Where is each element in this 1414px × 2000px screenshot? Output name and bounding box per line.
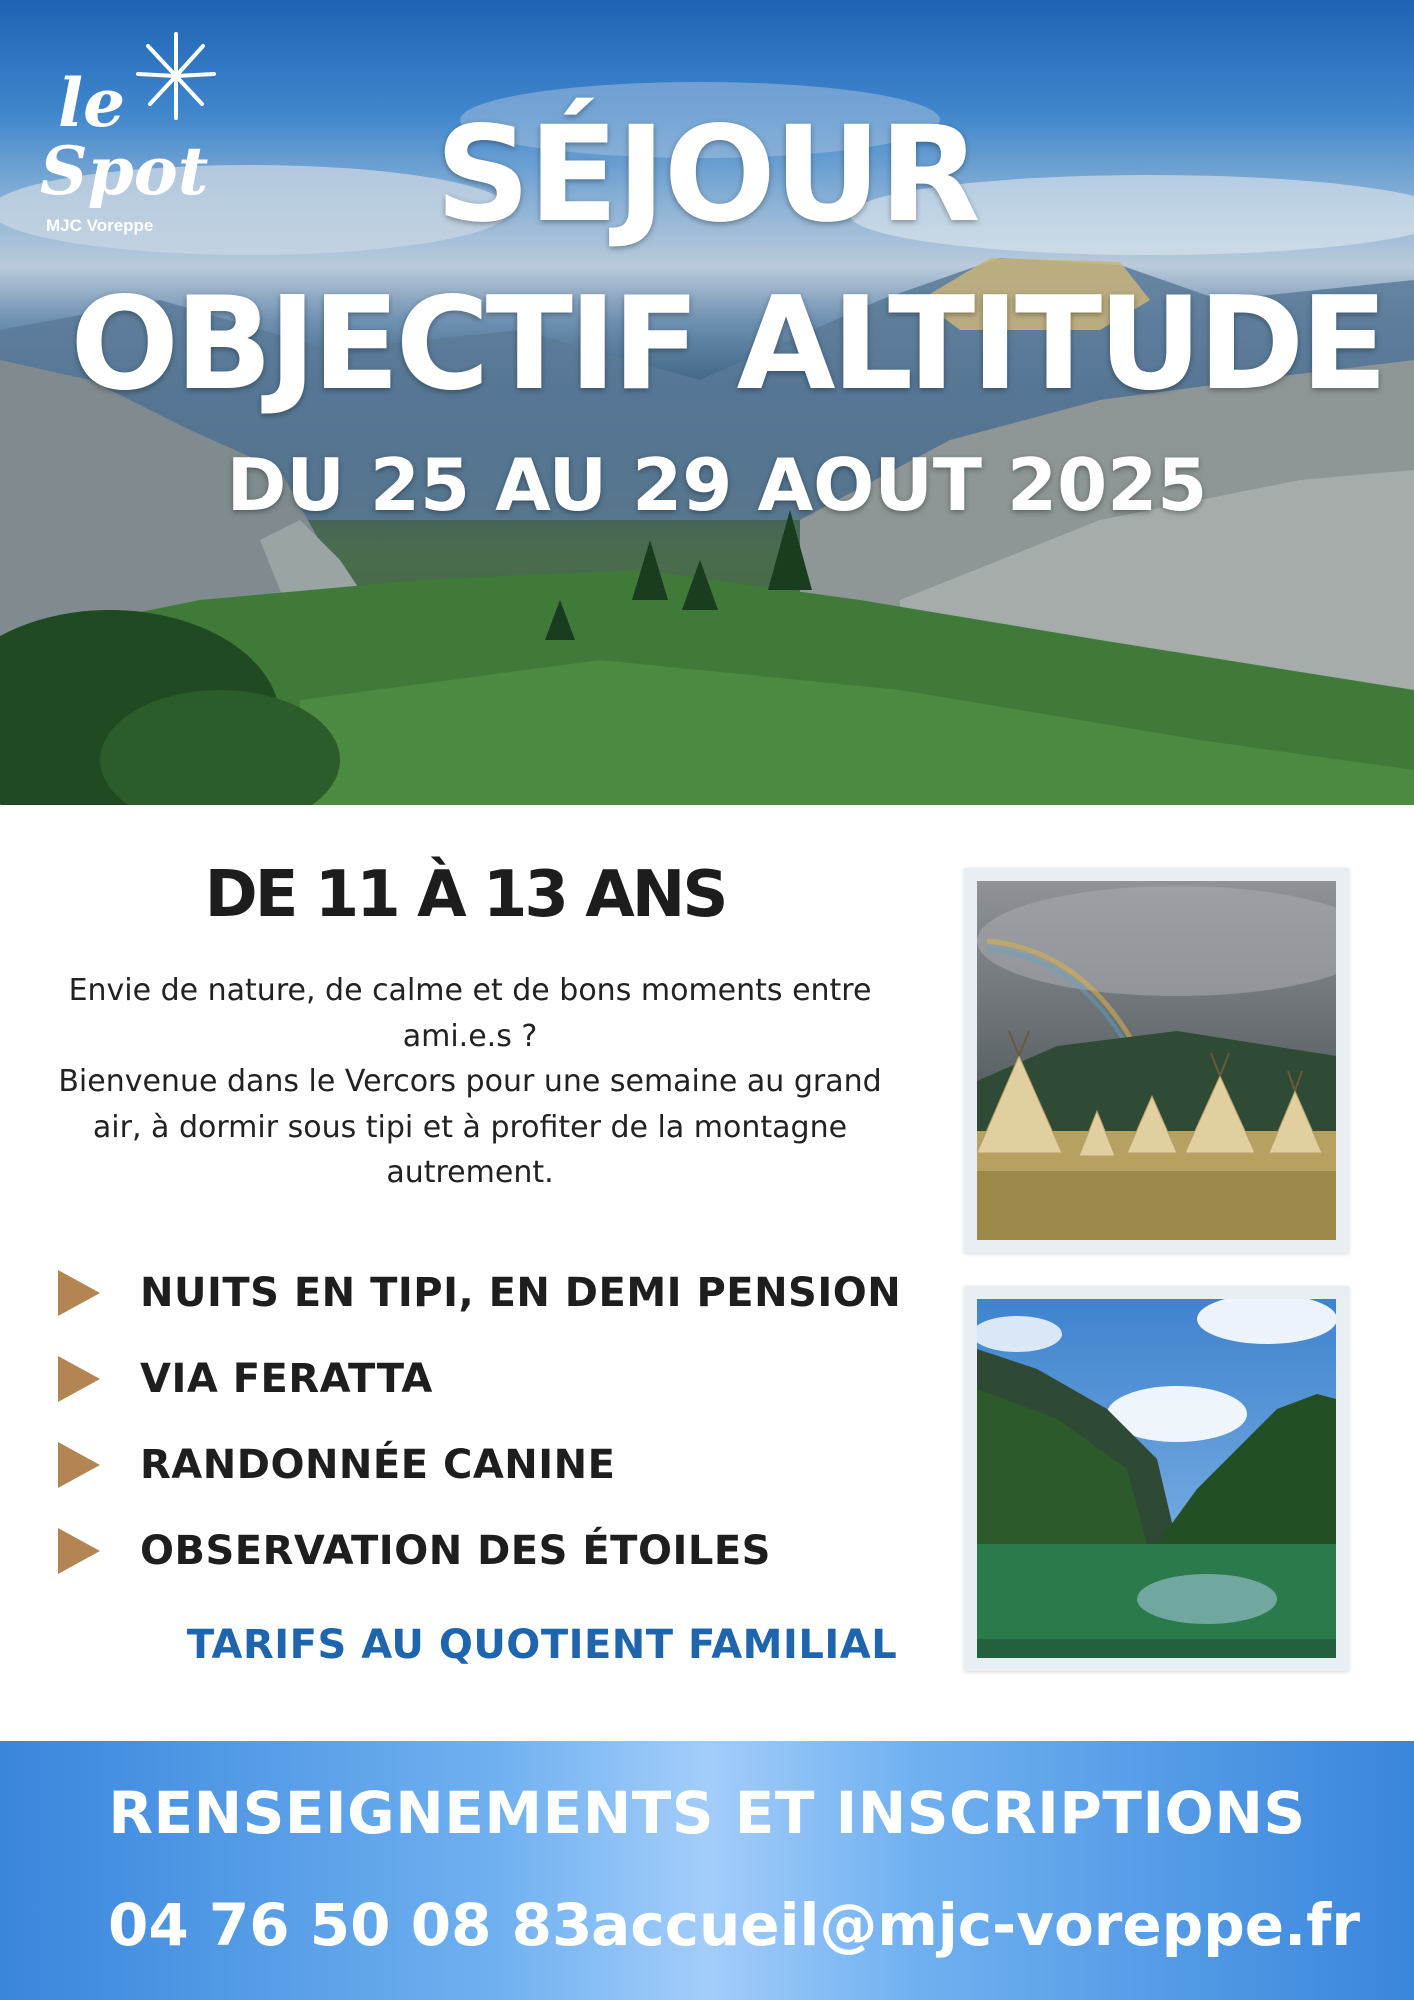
triangle-arrow-icon [58, 1528, 100, 1574]
hero-dates: DU 25 AU 29 AOUT 2025 [226, 443, 1208, 527]
age-range-heading: DE 11 À 13 ANS [204, 858, 726, 932]
triangle-arrow-icon [58, 1270, 100, 1316]
footer-contact [0, 1741, 1414, 2000]
description-paragraph-2: Bienvenue dans le Vercors pour une semaine au grand air, à dormir sous tipi et à profiter de la montagne autrement. [58, 1064, 882, 1190]
lake-photo [964, 1286, 1349, 1671]
feature-label: VIA FERATTA [140, 1356, 433, 1402]
hero-banner [0, 0, 1414, 805]
tipi-photo [964, 868, 1349, 1253]
feature-list [58, 1250, 918, 1594]
hero-title-line1: SÉJOUR [435, 98, 979, 252]
logo-tagline: MJC Voreppe [46, 216, 154, 235]
feature-item [58, 1250, 918, 1336]
email-address[interactable]: accueil@mjc-voreppe.fr [591, 1891, 1360, 1959]
phone-number[interactable]: 04 76 50 08 83 [108, 1891, 593, 1959]
feature-item [58, 1422, 918, 1508]
feature-label: NUITS EN TIPI, EN DEMI PENSION [140, 1270, 902, 1316]
description [40, 968, 900, 1196]
logo-spot-text: Spot [40, 132, 209, 210]
description-paragraph-1: Envie de nature, de calme et de bons moments entre ami.e.s ? [68, 973, 872, 1054]
feature-label: RANDONNÉE CANINE [140, 1442, 616, 1488]
feature-label: OBSERVATION DES ÉTOILES [140, 1528, 771, 1574]
logo-le-text: le [58, 64, 126, 142]
feature-item [58, 1508, 918, 1594]
triangle-arrow-icon [58, 1442, 100, 1488]
tarifs-note: TARIFS AU QUOTIENT FAMILIAL [186, 1622, 898, 1668]
feature-item [58, 1336, 918, 1422]
hero-title-line2: OBJECTIF ALTITUDE [70, 270, 1384, 419]
footer-title: RENSEIGNEMENTS ET INSCRIPTIONS [108, 1779, 1306, 1847]
triangle-arrow-icon [58, 1356, 100, 1402]
